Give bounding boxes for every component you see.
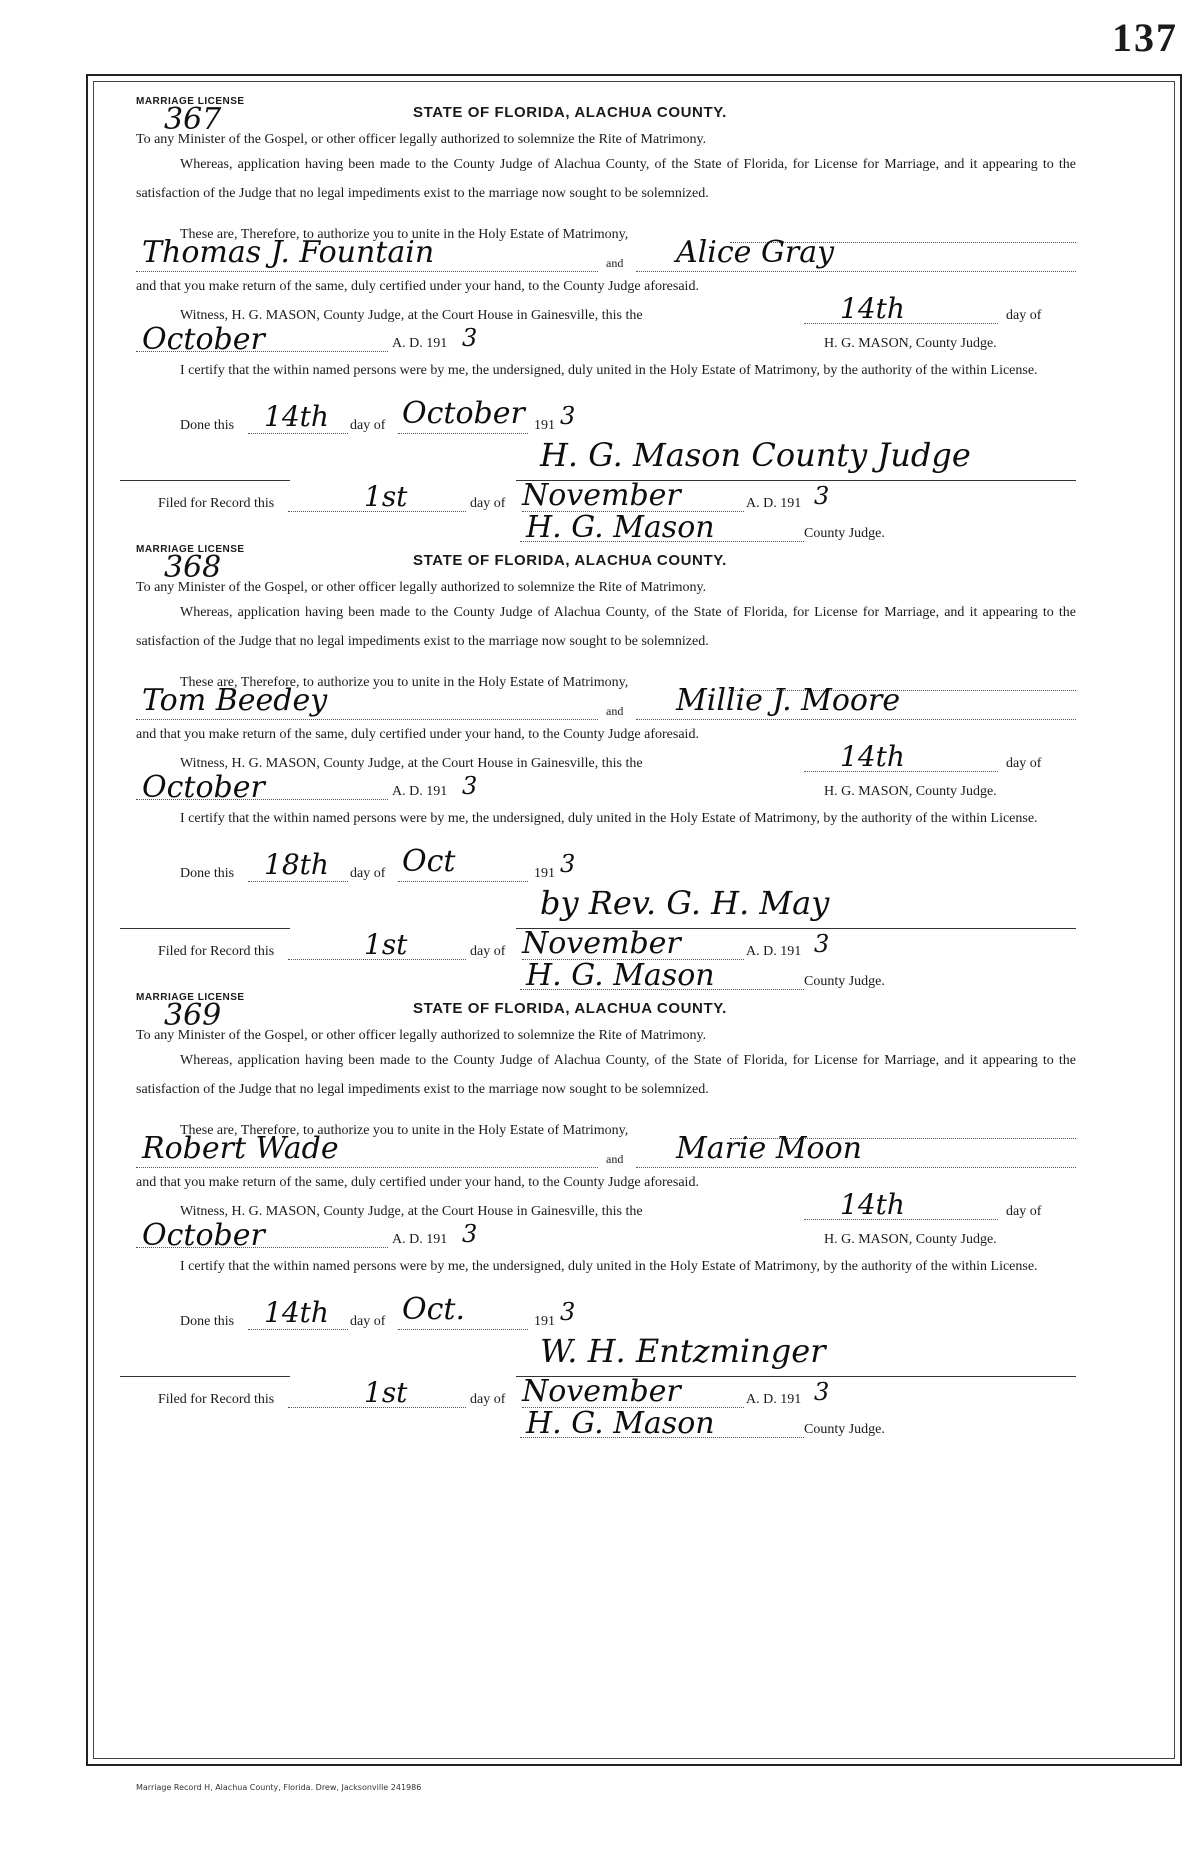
bride-name: Millie J. Moore xyxy=(676,683,901,718)
county-judge-label: County Judge. xyxy=(804,526,885,541)
and-label: and xyxy=(606,1152,624,1166)
return-line: and that you make return of the same, duly certified under your hand, to the County Judge aforesaid. xyxy=(136,727,699,742)
done-day-rule xyxy=(248,433,348,434)
license-label: MARRIAGE LICENSE xyxy=(136,992,245,1003)
filed-for-record-label: Filed for Record this xyxy=(158,944,275,959)
witness-day: 14th xyxy=(840,1188,905,1221)
state-county-title: STATE OF FLORIDA, ALACHUA COUNTY. xyxy=(413,552,727,569)
to-minister-line: To any Minister of the Gospel, or other officer legally authorized to solemnize the Rite of Matrimony. xyxy=(136,1028,707,1043)
filed-for-record-label: Filed for Record this xyxy=(158,1392,275,1407)
license-number: 369 xyxy=(164,998,222,1033)
done-month-rule xyxy=(398,1329,528,1330)
done-day: 14th xyxy=(264,1296,329,1329)
judge-print-signature: H. G. MASON, County Judge. xyxy=(824,1232,997,1247)
certify-paragraph: I certify that the within named persons were by me, the undersigned, duly united in the Holy Estate of Matrimony, by the authority of the within License. xyxy=(180,811,1038,826)
license-number: 367 xyxy=(164,102,222,137)
witness-day-of: day of xyxy=(1006,756,1042,771)
done-day-rule xyxy=(248,1329,348,1330)
filed-day-of-label: day of xyxy=(470,1392,506,1407)
filed-month: November xyxy=(522,1374,681,1409)
marriage-license-entry-2 xyxy=(136,544,1076,1064)
authorize-line: These are, Therefore, to authorize you to unite in the Holy Estate of Matrimony, xyxy=(180,227,629,242)
filed-month: November xyxy=(522,478,681,513)
to-minister-line: To any Minister of the Gospel, or other officer legally authorized to solemnize the Rite of Matrimony. xyxy=(136,132,707,147)
filed-year-digit: 3 xyxy=(814,482,830,510)
groom-name: Thomas J. Fountain xyxy=(142,235,435,270)
witness-month: October xyxy=(142,1218,265,1253)
return-line: and that you make return of the same, duly certified under your hand, to the County Judge aforesaid. xyxy=(136,279,699,294)
filed-day: 1st xyxy=(364,928,408,961)
bride-dotted-rule xyxy=(636,719,1076,720)
filed-ad-label: A. D. 191 xyxy=(746,944,802,959)
filed-month: November xyxy=(522,926,681,961)
done-month: October xyxy=(402,396,525,431)
certify-paragraph: I certify that the within named persons were by me, the undersigned, duly united in the Holy Estate of Matrimony, by the authority of the within License. xyxy=(180,363,1038,378)
whereas-paragraph: Whereas, application having been made to the County Judge of Alachua County, of the State of Florida, for License for Marriage, and it appearing to the satisfaction of the Judge that no legal impediments exist to the marriage now sought to be solemnized. xyxy=(136,1053,1076,1097)
witness-day: 14th xyxy=(840,740,905,773)
filed-ad-label: A. D. 191 xyxy=(746,1392,802,1407)
witness-year-digit: 3 xyxy=(462,772,478,800)
done-day: 18th xyxy=(264,848,329,881)
groom-name: Robert Wade xyxy=(142,1131,339,1166)
done-this-label: Done this xyxy=(180,418,235,433)
authorize-line: These are, Therefore, to authorize you to unite in the Holy Estate of Matrimony, xyxy=(180,1123,629,1138)
return-line: and that you make return of the same, duly certified under your hand, to the County Judge aforesaid. xyxy=(136,1175,699,1190)
officiant-signature: H. G. Mason County Judge xyxy=(540,436,971,474)
filed-day: 1st xyxy=(364,480,408,513)
ad-year-label: A. D. 191 xyxy=(392,1232,448,1247)
witness-line: Witness, H. G. MASON, County Judge, at the Court House in Gainesville, this the xyxy=(180,1204,643,1219)
done-year-prefix: 191 xyxy=(534,418,555,433)
county-judge-label: County Judge. xyxy=(804,974,885,989)
filed-day-of-label: day of xyxy=(470,496,506,511)
state-county-title: STATE OF FLORIDA, ALACHUA COUNTY. xyxy=(413,104,727,121)
groom-name: Tom Beedey xyxy=(142,683,328,718)
witness-year-digit: 3 xyxy=(462,1220,478,1248)
witness-day-of: day of xyxy=(1006,308,1042,323)
groom-dotted-rule xyxy=(136,271,598,272)
witness-month-rule xyxy=(136,1247,388,1248)
done-month: Oct. xyxy=(402,1292,465,1327)
done-day-of-label: day of xyxy=(350,1314,386,1329)
bride-name: Alice Gray xyxy=(676,235,835,270)
witness-month-rule xyxy=(136,799,388,800)
officiant-signature: W. H. Entzminger xyxy=(540,1332,826,1370)
witness-line: Witness, H. G. MASON, County Judge, at the Court House in Gainesville, this the xyxy=(180,756,643,771)
groom-dotted-rule xyxy=(136,1167,598,1168)
judge-print-signature: H. G. MASON, County Judge. xyxy=(824,336,997,351)
done-year-digit: 3 xyxy=(560,850,576,878)
done-this-label: Done this xyxy=(180,1314,235,1329)
done-day: 14th xyxy=(264,400,329,433)
done-year-digit: 3 xyxy=(560,402,576,430)
ad-year-label: A. D. 191 xyxy=(392,336,448,351)
license-label: MARRIAGE LICENSE xyxy=(136,96,245,107)
done-year-prefix: 191 xyxy=(534,1314,555,1329)
witness-month: October xyxy=(142,770,265,805)
done-year-digit: 3 xyxy=(560,1298,576,1326)
filed-judge-signature: H. G. Mason xyxy=(526,1406,715,1441)
separator-rule-left xyxy=(120,1376,290,1377)
officiant-signature: by Rev. G. H. May xyxy=(540,884,830,922)
filed-ad-label: A. D. 191 xyxy=(746,496,802,511)
done-this-label: Done this xyxy=(180,866,235,881)
whereas-paragraph: Whereas, application having been made to the County Judge of Alachua County, of the State of Florida, for License for Marriage, and it appearing to the satisfaction of the Judge that no legal impediments exist to the marriage now sought to be solemnized. xyxy=(136,605,1076,649)
witness-year-digit: 3 xyxy=(462,324,478,352)
witness-line: Witness, H. G. MASON, County Judge, at the Court House in Gainesville, this the xyxy=(180,308,643,323)
separator-rule-left xyxy=(120,480,290,481)
judge-print-signature: H. G. MASON, County Judge. xyxy=(824,784,997,799)
whereas-paragraph: Whereas, application having been made to the County Judge of Alachua County, of the State of Florida, for License for Marriage, and it appearing to the satisfaction of the Judge that no legal impediments exist to the marriage now sought to be solemnized. xyxy=(136,157,1076,201)
ad-year-label: A. D. 191 xyxy=(392,784,448,799)
marriage-license-entry-1 xyxy=(136,96,1076,616)
done-day-of-label: day of xyxy=(350,866,386,881)
witness-day: 14th xyxy=(840,292,905,325)
done-day-of-label: day of xyxy=(350,418,386,433)
done-month-rule xyxy=(398,881,528,882)
done-month-rule xyxy=(398,433,528,434)
license-label: MARRIAGE LICENSE xyxy=(136,544,245,555)
groom-dotted-rule xyxy=(136,719,598,720)
marriage-license-entry-3 xyxy=(136,992,1076,1512)
witness-month: October xyxy=(142,322,265,357)
and-label: and xyxy=(606,704,624,718)
footer-imprint: Marriage Record H, Alachua County, Florida. Drew, Jacksonville 241986 xyxy=(136,1783,422,1792)
filed-day-of-label: day of xyxy=(470,944,506,959)
license-number: 368 xyxy=(164,550,222,585)
filed-judge-signature: H. G. Mason xyxy=(526,510,715,545)
filed-judge-signature: H. G. Mason xyxy=(526,958,715,993)
separator-rule-left xyxy=(120,928,290,929)
page-number: 137 xyxy=(1112,15,1178,60)
filed-year-digit: 3 xyxy=(814,1378,830,1406)
state-county-title: STATE OF FLORIDA, ALACHUA COUNTY. xyxy=(413,1000,727,1017)
and-label: and xyxy=(606,256,624,270)
done-year-prefix: 191 xyxy=(534,866,555,881)
filed-for-record-label: Filed for Record this xyxy=(158,496,275,511)
authorize-line: These are, Therefore, to authorize you to unite in the Holy Estate of Matrimony, xyxy=(180,675,629,690)
bride-dotted-rule xyxy=(636,1167,1076,1168)
certify-paragraph: I certify that the within named persons were by me, the undersigned, duly united in the Holy Estate of Matrimony, by the authority of the within License. xyxy=(180,1259,1038,1274)
filed-year-digit: 3 xyxy=(814,930,830,958)
witness-month-rule xyxy=(136,351,388,352)
done-month: Oct xyxy=(402,844,456,879)
county-judge-label: County Judge. xyxy=(804,1422,885,1437)
filed-day: 1st xyxy=(364,1376,408,1409)
done-day-rule xyxy=(248,881,348,882)
bride-name: Marie Moon xyxy=(676,1131,862,1166)
to-minister-line: To any Minister of the Gospel, or other officer legally authorized to solemnize the Rite of Matrimony. xyxy=(136,580,707,595)
bride-dotted-rule xyxy=(636,271,1076,272)
witness-day-of: day of xyxy=(1006,1204,1042,1219)
